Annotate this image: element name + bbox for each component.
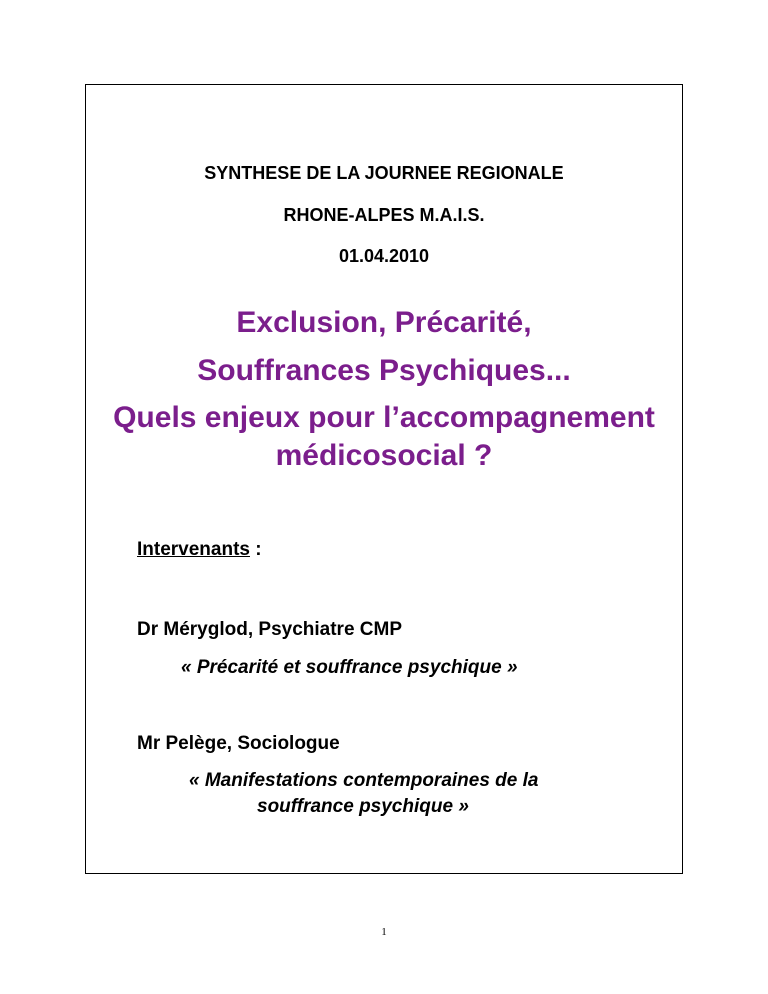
header-line-1: SYNTHESE DE LA JOURNEE REGIONALE <box>204 163 564 183</box>
title-line-3: Quels enjeux pour l’accompagnement <box>113 401 655 434</box>
page-number: 1 <box>381 926 387 938</box>
speaker-1-talk: « Précarité et souffrance psychique » <box>181 657 518 678</box>
speaker-2-name: Mr Pelège, Sociologue <box>137 733 340 754</box>
header-date: 01.04.2010 <box>338 246 430 266</box>
title-line-1: Exclusion, Précarité, <box>236 306 532 339</box>
speakers-heading <box>137 539 262 561</box>
speakers-heading-colon: : <box>249 539 262 560</box>
title-line-4: médicosocial ? <box>275 439 493 472</box>
speaker-1-name: Dr Méryglod, Psychiatre CMP <box>137 619 403 640</box>
cover-frame <box>85 84 683 874</box>
speakers-heading-label: Intervenants <box>137 539 250 560</box>
speaker-2-talk-line-1: « Manifestations contemporaines de la <box>189 770 539 791</box>
header-line-2: RHONE-ALPES M.A.I.S. <box>283 205 485 225</box>
title-line-2: Souffrances Psychiques... <box>197 354 571 387</box>
speaker-2-talk-line-2: souffrance psychique » <box>257 796 469 817</box>
